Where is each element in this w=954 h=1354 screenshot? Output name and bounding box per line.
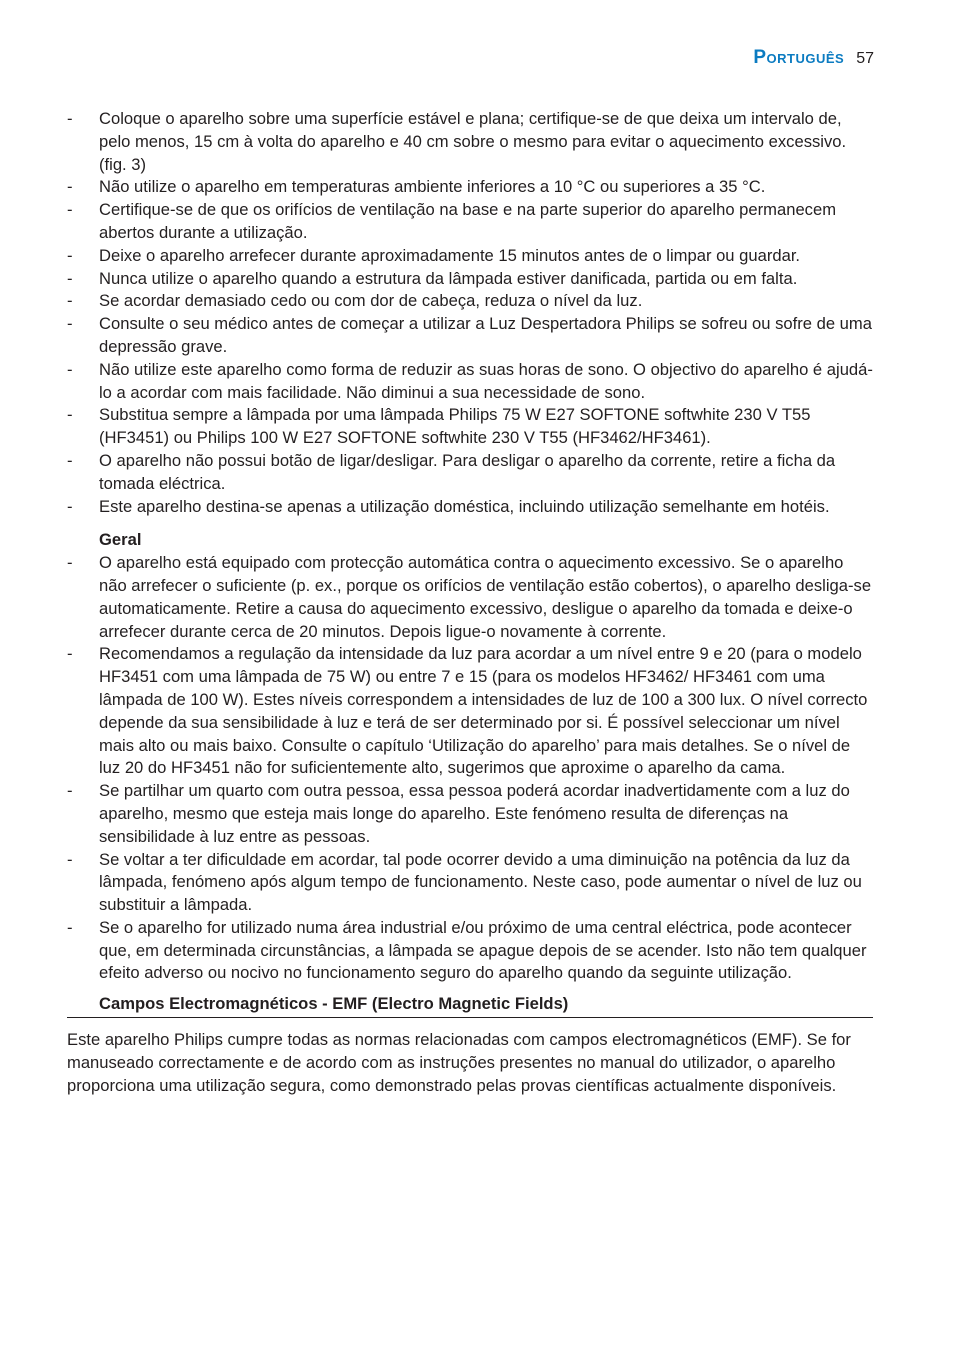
list-item bbox=[67, 290, 873, 313]
list-item-text: Não utilize este aparelho como forma de reduzir as suas horas de sono. O objectivo do aparelho é ajudá-lo a acordar com mais facilidade. Não diminui a sua necessidade de sono. bbox=[99, 359, 873, 402]
safety-list bbox=[67, 108, 873, 518]
section-heading-emf: Campos Electromagnéticos - EMF (Electro Magnetic Fields) bbox=[67, 993, 873, 1018]
list-item bbox=[67, 268, 873, 291]
bullet-dash: - bbox=[67, 781, 73, 801]
list-item bbox=[67, 245, 873, 268]
page-number: 57 bbox=[856, 50, 874, 67]
list-item-text: Recomendamos a regulação da intensidade da luz para acordar a um nível entre 9 e 20 (para o modelo HF3451 com uma lâmpada de 75 W) ou entre 7 e 15 (para os modelos HF3462/ HF3461 com uma lâmpada de 100 W). Estes níveis correspondem a intensidades de luz de 100 a 300 lux. O nível correcto depende da sua sensibilidade à luz e terá de ser determinado por si. É possível seleccionar um nível mais alto ou mais baixo. Consulte o capítulo ‘Utilização do aparelho’ para mais detalhes. Se o nível de luz 20 do HF3451 não for suficientemente alto, sugerimos que aproxime o aparelho da cama. bbox=[99, 644, 868, 778]
section-heading-general: Geral bbox=[99, 530, 142, 550]
bullet-dash: - bbox=[67, 268, 73, 288]
bullet-dash: - bbox=[67, 405, 73, 425]
list-item-text: Este aparelho destina-se apenas a utilização doméstica, incluindo utilização semelhante em hotéis. bbox=[99, 496, 830, 516]
list-item bbox=[67, 404, 873, 450]
bullet-dash: - bbox=[67, 553, 73, 573]
bullet-dash: - bbox=[67, 450, 73, 470]
list-item bbox=[67, 450, 873, 496]
list-item-text: Se partilhar um quarto com outra pessoa, essa pessoa poderá acordar inadvertidamente com a luz do aparelho, mesmo que esteja mais longe do aparelho. Este fenómeno resulta de diferenças na sensibilidade à luz entre as pessoas. bbox=[99, 781, 850, 846]
emf-paragraph: Este aparelho Philips cumpre todas as normas relacionadas com campos electromagnéticos (EMF). Se for manuseado correctamente e de acordo com as instruções presentes no manual do utilizador, o aparelho proporciona uma utilização segura, como demonstrado pelas provas científicas actualmente disponíveis. bbox=[67, 1030, 851, 1095]
list-item bbox=[67, 359, 873, 405]
language-label: Português bbox=[753, 47, 845, 68]
list-item bbox=[67, 643, 873, 780]
bullet-dash: - bbox=[67, 177, 73, 197]
bullet-dash: - bbox=[67, 917, 73, 937]
bullet-dash: - bbox=[67, 496, 73, 516]
list-item-text: O aparelho não possui botão de ligar/desligar. Para desligar o aparelho da corrente, retire a ficha da tomada eléctrica. bbox=[99, 450, 836, 493]
list-item-text: Nunca utilize o aparelho quando a estrutura da lâmpada estiver danificada, partida ou em falta. bbox=[99, 268, 798, 288]
bullet-dash: - bbox=[67, 291, 73, 311]
list-item-text: O aparelho está equipado com protecção automática contra o aquecimento excessivo. Se o aparelho não arrefecer o suficiente (p. ex., porque os orifícios de ventilação estão cobertos), o aparelho desliga-se automaticamente. Retire a causa do aquecimento excessivo, desligue o aparelho da tomada e deixe-o arrefecer durante cerca de 20 minutos. Depois ligue-o novamente à corrente. bbox=[99, 553, 872, 641]
list-item bbox=[67, 176, 873, 199]
list-item bbox=[67, 496, 873, 519]
bullet-dash: - bbox=[67, 314, 73, 334]
list-item bbox=[67, 849, 873, 917]
list-item-text: Consulte o seu médico antes de começar a utilizar a Luz Despertadora Philips se sofreu ou sofre de uma depressão grave. bbox=[99, 314, 872, 356]
list-item-text: Substitua sempre a lâmpada por uma lâmpada Philips 75 W E27 SOFTONE softwhite 230 V T55 (HF3451) ou Philips 100 W E27 SOFTONE softwhite 230 V T55 (HF3462/HF3461). bbox=[99, 405, 811, 448]
bullet-dash: - bbox=[67, 109, 73, 128]
page-header bbox=[753, 47, 874, 69]
bullet-dash: - bbox=[67, 849, 73, 869]
list-item bbox=[67, 552, 873, 643]
page-content bbox=[67, 108, 873, 1097]
bullet-dash: - bbox=[67, 359, 73, 379]
list-item-text: Não utilize o aparelho em temperaturas ambiente inferiores a 10 °C ou superiores a 35 °C. bbox=[99, 177, 766, 197]
list-item-text: Coloque o aparelho sobre uma superfície estável e plana; certifique-se de que deixa um intervalo de, pelo menos, 15 cm à volta do aparelho e 40 cm sobre o mesmo para evitar o aquecimento excessivo. (fig. 3) bbox=[99, 109, 847, 174]
list-item-text: Se acordar demasiado cedo ou com dor de cabeça, reduza o nível da luz. bbox=[99, 291, 643, 311]
bullet-dash: - bbox=[67, 644, 73, 664]
list-item bbox=[67, 108, 873, 176]
bullet-dash: - bbox=[67, 245, 73, 265]
list-item bbox=[67, 199, 873, 245]
list-item-text: Se voltar a ter dificuldade em acordar, tal pode ocorrer devido a uma diminuição na potência da luz da lâmpada, fenómeno após algum tempo de funcionamento. Neste caso, pode aumentar o nível de luz ou substituir a lâmpada. bbox=[99, 849, 862, 915]
list-item-text: Deixe o aparelho arrefecer durante aproximadamente 15 minutos antes de o limpar ou guardar. bbox=[99, 245, 801, 265]
general-list bbox=[67, 552, 873, 985]
list-item-text: Certifique-se de que os orifícios de ventilação na base e na parte superior do aparelho permanecem abertos durante a utilização. bbox=[99, 200, 837, 242]
list-item-text: Se o aparelho for utilizado numa área industrial e/ou próximo de uma central eléctrica, pode acontecer que, em determinada circunstâncias, a lâmpada se apague depois de se acender. Isto não tem qualquer efeito adverso ou nocivo no funcionamento seguro do aparelho quando da seguinte utilização. bbox=[99, 917, 867, 983]
list-item bbox=[67, 313, 873, 359]
list-item bbox=[67, 780, 873, 848]
list-item bbox=[67, 917, 873, 985]
bullet-dash: - bbox=[67, 200, 73, 220]
